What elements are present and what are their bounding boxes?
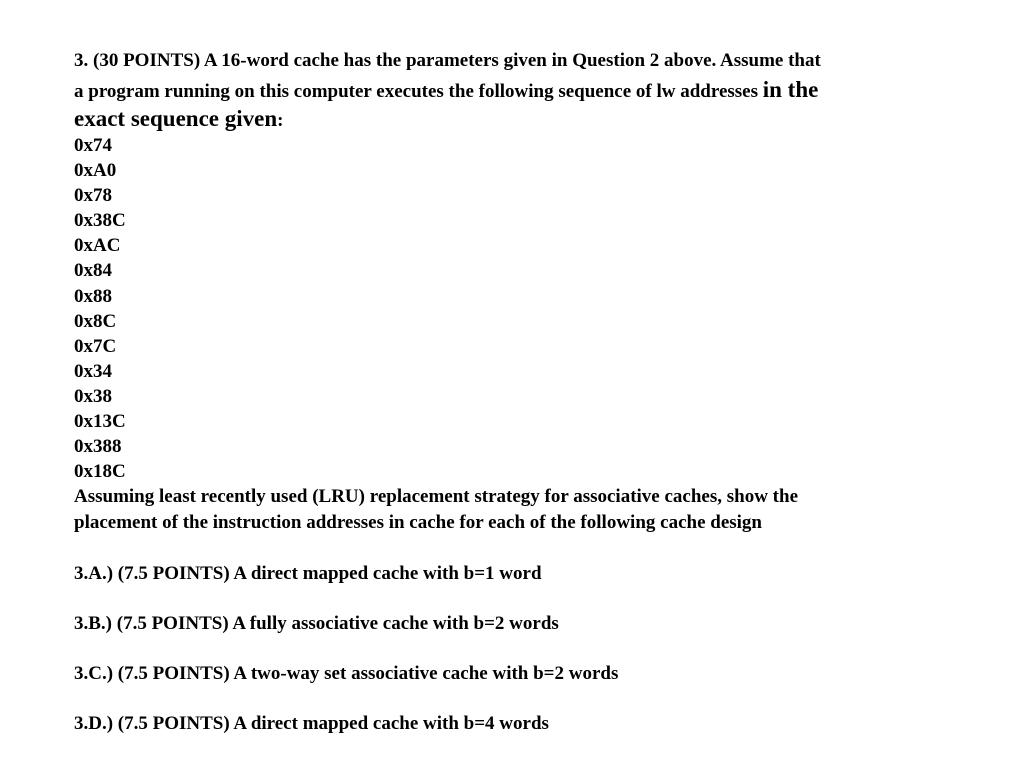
address-item: 0x88 xyxy=(74,285,112,307)
address-item: 0x13C xyxy=(74,411,126,433)
address-item: 0x18C xyxy=(74,461,126,483)
assumption-line-1: Assuming least recently used (LRU) replacement strategy for associative caches, show the xyxy=(74,486,799,508)
address-list xyxy=(74,133,974,484)
spacer xyxy=(74,586,974,611)
question-line-3-colon: : xyxy=(277,110,284,131)
address-item: 0xA0 xyxy=(74,160,117,182)
spacer xyxy=(74,536,974,561)
spacer xyxy=(74,686,974,711)
address-item: 0x7C xyxy=(74,335,117,357)
question-line-1: 3. (30 POINTS) A 16-word cache has the parameters given in Question 2 above. Assume that xyxy=(74,50,821,71)
assumption-line-2: placement of the instruction addresses in cache for each of the following cache design xyxy=(74,512,762,534)
question-line-3-emphasis: exact sequence given xyxy=(74,106,278,131)
address-item: 0x38C xyxy=(74,210,126,232)
address-item: 0x78 xyxy=(74,185,112,207)
address-item: 0x84 xyxy=(74,260,112,282)
part-3c: 3.C.) (7.5 POINTS) A two-way set associative cache with b=2 words xyxy=(74,663,619,685)
question-line-2 xyxy=(74,75,974,104)
spacer xyxy=(74,636,974,661)
address-item: 0xAC xyxy=(74,235,121,257)
address-item: 0x38 xyxy=(74,385,112,407)
address-item: 0x8C xyxy=(74,310,117,332)
question-document xyxy=(74,46,974,736)
part-3d: 3.D.) (7.5 POINTS) A direct mapped cache with b=4 words xyxy=(74,713,549,735)
address-item: 0x74 xyxy=(74,135,112,156)
question-line-3 xyxy=(74,104,974,133)
question-line-2-emphasis: in the xyxy=(762,77,819,102)
part-3a: 3.A.) (7.5 POINTS) A direct mapped cache with b=1 word xyxy=(74,563,542,585)
question-line-2-text: a program running on this computer executes the following sequence of lw addresses xyxy=(74,81,763,102)
address-item: 0x34 xyxy=(74,360,112,382)
part-3b: 3.B.) (7.5 POINTS) A fully associative cache with b=2 words xyxy=(74,613,559,635)
address-item: 0x388 xyxy=(74,436,122,458)
